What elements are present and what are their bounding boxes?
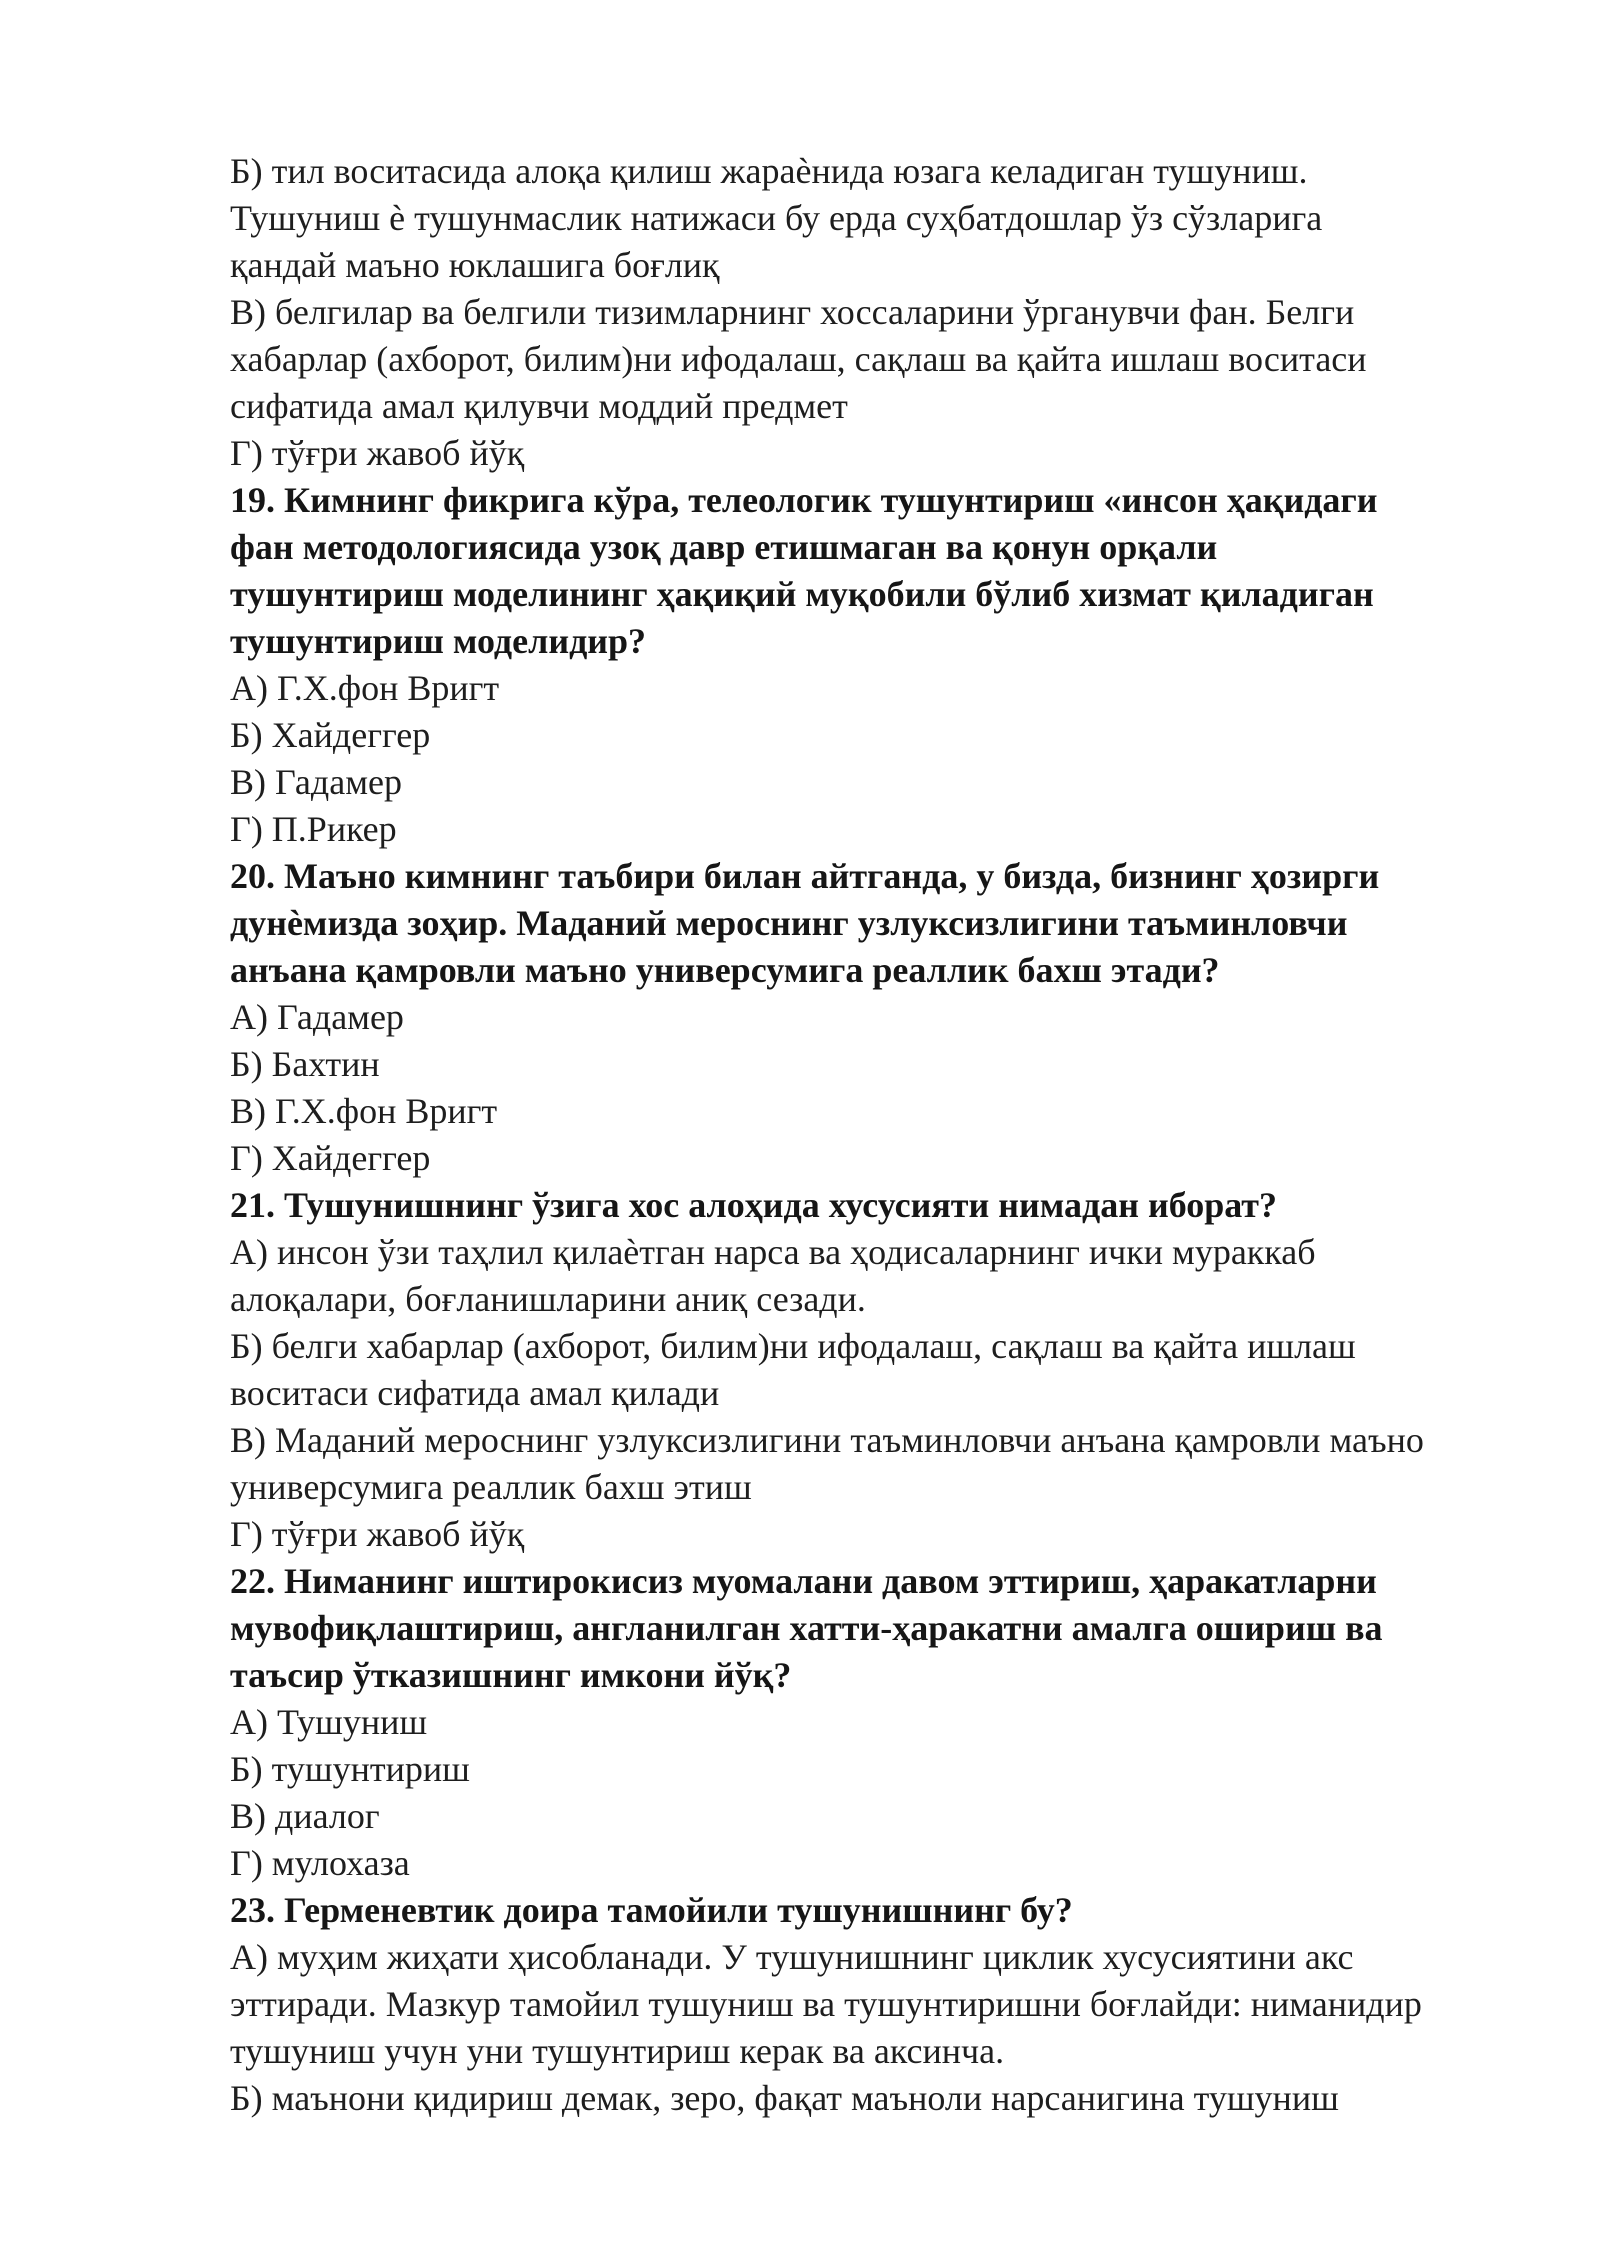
answer-text-line: Г) тўғри жавоб йўқ [230, 1514, 525, 1554]
answer-text-line: Г) П.Рикер [230, 809, 397, 849]
answer-text-line: воситаси сифатида амал қилади [230, 1373, 720, 1413]
question-text-line: тушунтириш моделининг ҳақиқий муқобили бўлиб хизмат қиладиган [230, 574, 1374, 614]
answer-text-line: Г) мулохаза [230, 1843, 410, 1883]
question-text-line: таъсир ўтказишнинг имкони йўқ? [230, 1655, 792, 1695]
answer-text-line: универсумига реаллик бахш этиш [230, 1467, 752, 1507]
answer-text-line: В) диалог [230, 1796, 380, 1836]
answer-text-line: В) Г.Х.фон Вригт [230, 1091, 498, 1131]
answer-text-line: Б) Хайдеггер [230, 715, 431, 755]
answer-text-line: Б) Бахтин [230, 1044, 380, 1084]
question-text-line: дунѐмизда зоҳир. Маданий мероснинг узлуксизлигини таъминловчи [230, 903, 1348, 943]
answer-text-line: Б) тушунтириш [230, 1749, 470, 1789]
answer-text-line: сифатида амал қилувчи моддий предмет [230, 386, 848, 426]
answer-text-line: А) Гадамер [230, 997, 404, 1037]
answer-text-line: Б) тил воситасида алоқа қилиш жараѐнида юзага келадиган тушуниш. [230, 151, 1308, 191]
question-text-line: фан методологиясида узоқ давр етишмаган ва қонун орқали [230, 527, 1218, 567]
answer-text-line: Г) Хайдеггер [230, 1138, 431, 1178]
answer-text-line: эттиради. Мазкур тамойил тушуниш ва тушунтиришни боғлайди: ниманидир [230, 1984, 1422, 2024]
answer-text-line: тушуниш учун уни тушунтириш керак ва аксинча. [230, 2031, 1005, 2071]
answer-text-line: В) белгилар ва белгили тизимларнинг хоссаларини ўрганувчи фан. Белги [230, 292, 1355, 332]
answer-text-line: В) Маданий мероснинг узлуксизлигини таъминловчи анъана қамровли маъно [230, 1420, 1424, 1460]
answer-text-line: қандай маъно юклашига боғлиқ [230, 245, 720, 285]
answer-text-line: Б) маънони қидириш демак, зеро, фақат маъноли нарсанигина тушуниш [230, 2078, 1339, 2118]
question-text-line: 21. Тушунишнинг ўзига хос алоҳида хусусияти нимадан иборат? [230, 1185, 1277, 1225]
answer-text-line: А) инсон ўзи таҳлил қилаѐтган нарса ва ҳодисаларнинг ички мураккаб [230, 1232, 1316, 1272]
answer-text-line: Тушуниш ѐ тушунмаслик натижаси бу ерда суҳбатдошлар ўз сўзларига [230, 198, 1323, 238]
answer-text-line: алоқалари, боғланишларини аниқ сезади. [230, 1279, 866, 1319]
question-text-line: 23. Герменевтик доира тамойили тушунишнинг бу? [230, 1890, 1073, 1930]
answer-text-line: А) Г.Х.фон Вригт [230, 668, 500, 708]
question-text-line: анъана қамровли маъно универсумига реаллик бахш этади? [230, 950, 1220, 990]
answer-text-line: А) Тушуниш [230, 1702, 428, 1742]
answer-text-line: А) муҳим жиҳати ҳисобланади. У тушунишнинг циклик хусусиятини акс [230, 1937, 1354, 1977]
answer-text-line: хабарлар (ахборот, билим)ни ифодалаш, сақлаш ва қайта ишлаш воситаси [230, 339, 1367, 379]
answer-text-line: Г) тўғри жавоб йўқ [230, 433, 525, 473]
question-text-line: 19. Кимнинг фикрига кўра, телеологик тушунтириш «инсон ҳақидаги [230, 480, 1378, 520]
answer-text-line: Б) белги хабарлар (ахборот, билим)ни ифодалаш, сақлаш ва қайта ишлаш [230, 1326, 1356, 1366]
document-page [230, 148, 1540, 2122]
question-text-line: 22. Ниманинг иштирокисиз муомалани давом эттириш, ҳаракатларни [230, 1561, 1377, 1601]
question-text-line: 20. Маъно кимнинг таъбири билан айтганда, у бизда, бизнинг ҳозирги [230, 856, 1380, 896]
question-text-line: тушунтириш моделидир? [230, 621, 647, 661]
answer-text-line: В) Гадамер [230, 762, 402, 802]
question-text-line: мувофиқлаштириш, англанилган хатти-ҳаракатни амалга ошириш ва [230, 1608, 1383, 1648]
